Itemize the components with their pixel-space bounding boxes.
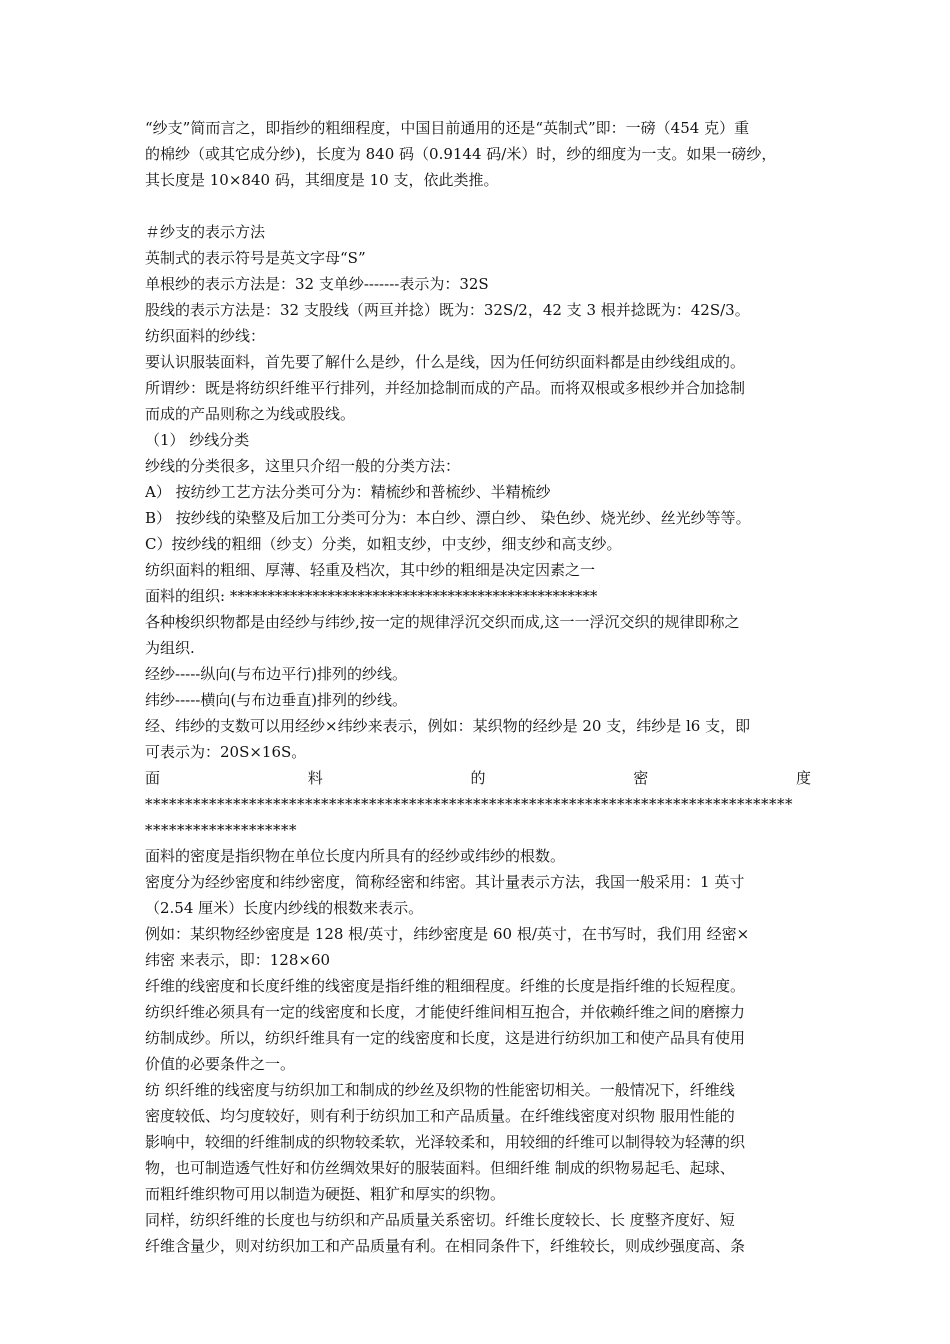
- heading-char: 密: [633, 769, 649, 787]
- text-line: C）按纱线的粗细（纱支）分类，如粗支纱，中支纱，细支纱和高支纱。: [145, 535, 622, 553]
- text-line: 的棉纱（或其它成分纱)，长度为 840 码（0.9144 码/米）时，纱的细度为一支。如果一磅纱，: [145, 145, 777, 163]
- text-line: 纬密 来表示，即：128×60: [145, 951, 331, 969]
- text-line: A） 按纺纱工艺方法分类可分为：精梳纱和普梳纱、半精梳纱: [145, 483, 551, 501]
- text-line: 纤维含量少，则对纺织加工和产品质量有利。在相同条件下，纤维较长，则成纱强度高、条: [145, 1237, 746, 1255]
- text-line: 纺织面料的纱线：: [145, 327, 266, 345]
- asterisk-divider: *******************: [145, 821, 297, 839]
- text-line: 英制式的表示符号是英文字母“S”: [145, 249, 366, 267]
- text-line: “纱支”简而言之，即指纱的粗细程度，中国目前通用的还是“英制式”即：一磅（454 克）重: [145, 119, 750, 137]
- text-line: 要认识服装面料，首先要了解什么是纱，什么是线，因为任何纺织面料都是由纱线组成的。: [145, 353, 746, 371]
- text-line: 纺制成纱。所以，纺织纤维具有一定的线密度和长度，这是进行纺织加工和使产品具有使用: [145, 1029, 746, 1047]
- text-line: 纬纱-----横向(与布边垂直)排列的纱线。: [145, 691, 408, 709]
- text-line: （1） 纱线分类: [145, 431, 250, 449]
- text-line: 影响中，较细的纤维制成的织物较柔软，光泽较柔和，用较细的纤维可以制得较为轻薄的织: [145, 1133, 746, 1151]
- text-line: 其长度是 10×840 码，其细度是 10 支，依此类推。: [145, 171, 499, 189]
- text-line: 而成的产品则称之为线或股线。: [145, 405, 356, 423]
- blank-line: [145, 193, 811, 219]
- text-line: 纺 织纤维的线密度与纺织加工和制成的纱丝及织物的性能密切相关。一般情况下，纤维线: [145, 1081, 735, 1099]
- text-line: 面料的密度是指织物在单位长度内所具有的经纱或纬纱的根数。: [145, 847, 566, 865]
- text-line: 各种梭织织物都是由经纱与纬纱,按一定的规律浮沉交织而成,这一一浮沉交织的规律即称之: [145, 613, 740, 631]
- text-line: 同样，纺织纤维的长度也与纺织和产品质量关系密切。纤维长度较长、长 度整齐度好、短: [145, 1211, 735, 1229]
- density-heading: [145, 765, 811, 791]
- heading-char: 料: [307, 769, 323, 787]
- text-line: 经纱-----纵向(与布边平行)排列的纱线。: [145, 665, 408, 683]
- text-line: 纺织纤维必须具有一定的线密度和长度，才能使纤维间相互抱合，并依赖纤维之间的磨擦力: [145, 1003, 746, 1021]
- text-line: 股线的表示方法是：32 支股线（两亘并捻）既为：32S/2，42 支 3 根并捻既为：42S/3。: [145, 301, 750, 319]
- text-line: B） 按纱线的染整及后加工分类可分为：本白纱、漂白纱、 染色纱、烧光纱、丝光纱等等。: [145, 509, 751, 527]
- text-line: 可表示为：20S×16S。: [145, 743, 307, 761]
- text-line: 密度分为经纱密度和纬纱密度，简称经密和纬密。其计量表示方法，我国一般采用：1 英寸: [145, 873, 745, 891]
- text-line: 单根纱的表示方法是：32 支单纱-------表示为：32S: [145, 275, 489, 293]
- text-line: 物，也可制造透气性好和仿丝绸效果好的服装面料。但细纤维 制成的织物易起毛、起球、: [145, 1159, 735, 1177]
- text-line: 纺织面料的粗细、厚薄、轻重及档次，其中纱的粗细是决定因素之一: [145, 561, 596, 579]
- text-line: 纤维的线密度和长度纤维的线密度是指纤维的粗细程度。纤维的长度是指纤维的长短程度。: [145, 977, 746, 995]
- text-line: 例如：某织物经纱密度是 128 根/英寸，纬纱密度是 60 根/英寸，在书写时，我们用 经密×: [145, 925, 750, 943]
- heading-char: 面: [145, 769, 161, 787]
- document-body: [145, 115, 811, 1259]
- section-heading: ＃纱支的表示方法: [145, 223, 266, 241]
- text-line: 而粗纤维织物可用以制造为硬挺、粗犷和厚实的织物。: [145, 1185, 506, 1203]
- text-line: 经、纬纱的支数可以用经纱×纬纱来表示，例如：某织物的经纱是 20 支，纬纱是 l6 支，即: [145, 717, 751, 735]
- text-line: 价值的必要条件之一。: [145, 1055, 296, 1073]
- text-line: 密度较低、均匀度较好，则有利于纺织加工和产品质量。在纤维线密度对织物 服用性能的: [145, 1107, 735, 1125]
- text-line: 纱线的分类很多，这里只介绍一般的分类方法：: [145, 457, 461, 475]
- heading-char: 的: [470, 769, 486, 787]
- asterisk-divider: *********************************************************************************: [145, 795, 793, 813]
- heading-char: 度: [795, 769, 811, 787]
- text-line: 为组织.: [145, 639, 195, 657]
- text-line: 面料的组织: *************************************************: [145, 587, 598, 605]
- text-line: （2.54 厘米）长度内纱线的根数来表示。: [145, 899, 424, 917]
- text-line: 所谓纱：既是将纺织纤维平行排列，并经加捻制而成的产品。而将双根或多根纱并合加捻制: [145, 379, 746, 397]
